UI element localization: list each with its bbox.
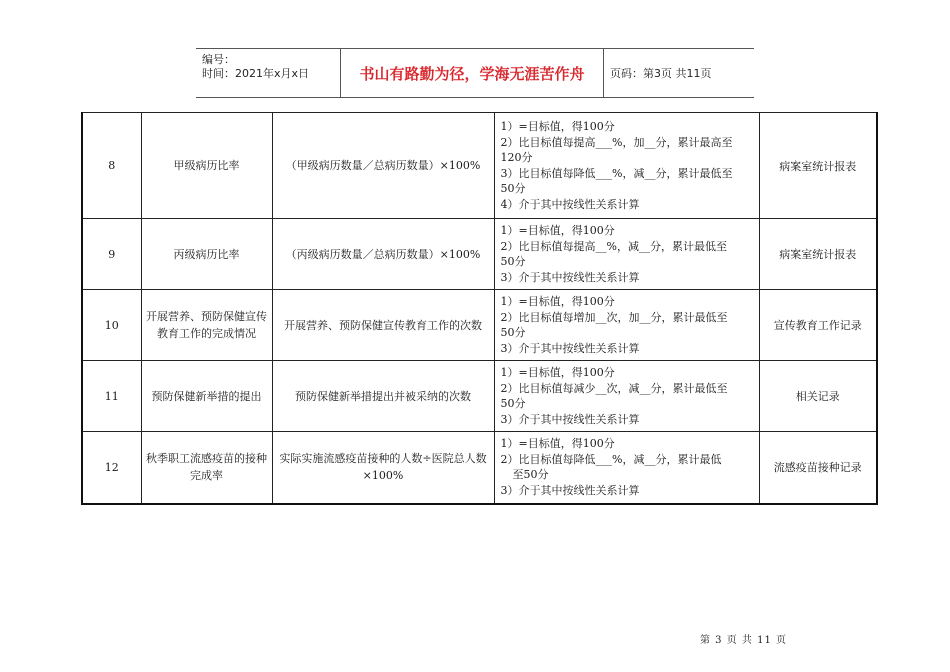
rule-line: 3）介于其中按线性关系计算 [500, 341, 640, 355]
table-row [82, 219, 877, 290]
table-row [82, 290, 877, 361]
table-row [82, 113, 877, 219]
indicator-formula: 实际实施流感疫苗接种的人数÷医院总人数×100% [272, 432, 494, 504]
rule-line: 4）介于其中按线性关系计算 [500, 197, 640, 211]
scoring-rules [494, 290, 759, 361]
scoring-rules [494, 361, 759, 432]
row-number: 11 [82, 361, 141, 432]
rule-line: 1）=目标值，得100分 [500, 437, 615, 451]
page-footer: 第 3 页 共 11 页 [700, 635, 787, 646]
indicator-name: 预防保健新举措的提出 [141, 361, 272, 432]
rule-line: 1）=目标值，得100分 [500, 366, 615, 379]
rule-line: 1）=目标值，得100分 [500, 120, 615, 133]
header-meta [196, 49, 340, 97]
table-row [82, 361, 877, 432]
scoring-rules [494, 219, 759, 290]
indicator-name: 秋季职工流感疫苗的接种完成率 [141, 432, 272, 504]
indicator-formula: （丙级病历数量／总病历数量）×100% [272, 219, 494, 290]
indicator-formula: 预防保健新举措提出并被采纳的次数 [272, 361, 494, 432]
rule-line: 120分 [500, 151, 533, 164]
header-motto: 书山有路勤为径，学海无涯苦作舟 [340, 49, 604, 97]
rule-line: 2）比目标值每减少__次，减__分，累计最低至 [500, 381, 728, 395]
indicator-name: 开展营养、预防保健宣传教育工作的完成情况 [141, 290, 272, 361]
page-header [196, 48, 754, 98]
document-time-label: 时间：2021年x月x日 [202, 67, 310, 80]
indicator-formula: （甲级病历数量／总病历数量）×100% [272, 113, 494, 219]
indicator-name: 丙级病历比率 [141, 219, 272, 290]
data-source: 相关记录 [759, 361, 877, 432]
rule-line: 至50分 [512, 468, 549, 482]
rule-line: 2）比目标值每提高___%，加__分，累计最高至 [500, 135, 733, 149]
row-number: 12 [82, 432, 141, 504]
rule-line: 1）=目标值，得100分 [500, 295, 615, 308]
rule-line: 3）介于其中按线性关系计算 [500, 483, 640, 497]
scoring-rules [494, 432, 759, 504]
rule-line: 50分 [500, 397, 526, 410]
rule-line: 50分 [500, 182, 526, 195]
table-row [82, 432, 877, 504]
rule-line: 2）比目标值每增加__次，加__分，累计最低至 [500, 310, 728, 324]
indicator-name: 甲级病历比率 [141, 113, 272, 219]
document-number-label: 编号： [202, 53, 235, 66]
rule-line: 3）比目标值每降低___%，减__分，累计最低至 [500, 166, 733, 180]
data-source: 流感疫苗接种记录 [759, 432, 877, 504]
data-source: 宣传教育工作记录 [759, 290, 877, 361]
header-page-number: 页码：第3页 共11页 [610, 67, 712, 80]
rule-line: 3）介于其中按线性关系计算 [500, 270, 640, 284]
indicator-formula: 开展营养、预防保健宣传教育工作的次数 [272, 290, 494, 361]
rule-line: 1）=目标值，得100分 [500, 224, 615, 237]
rule-line: 3）介于其中按线性关系计算 [500, 412, 640, 426]
data-source: 病案室统计报表 [759, 113, 877, 219]
row-number: 9 [82, 219, 141, 290]
rule-line: 50分 [500, 255, 526, 268]
kpi-table [81, 112, 878, 505]
row-number: 8 [82, 113, 141, 219]
data-source: 病案室统计报表 [759, 219, 877, 290]
rule-line: 2）比目标值每降低___%，减__分，累计最低 [500, 452, 722, 466]
rule-line: 2）比目标值每提高__%，减__分，累计最低至 [500, 239, 727, 253]
row-number: 10 [82, 290, 141, 361]
scoring-rules [494, 113, 759, 219]
rule-line: 50分 [500, 326, 526, 339]
